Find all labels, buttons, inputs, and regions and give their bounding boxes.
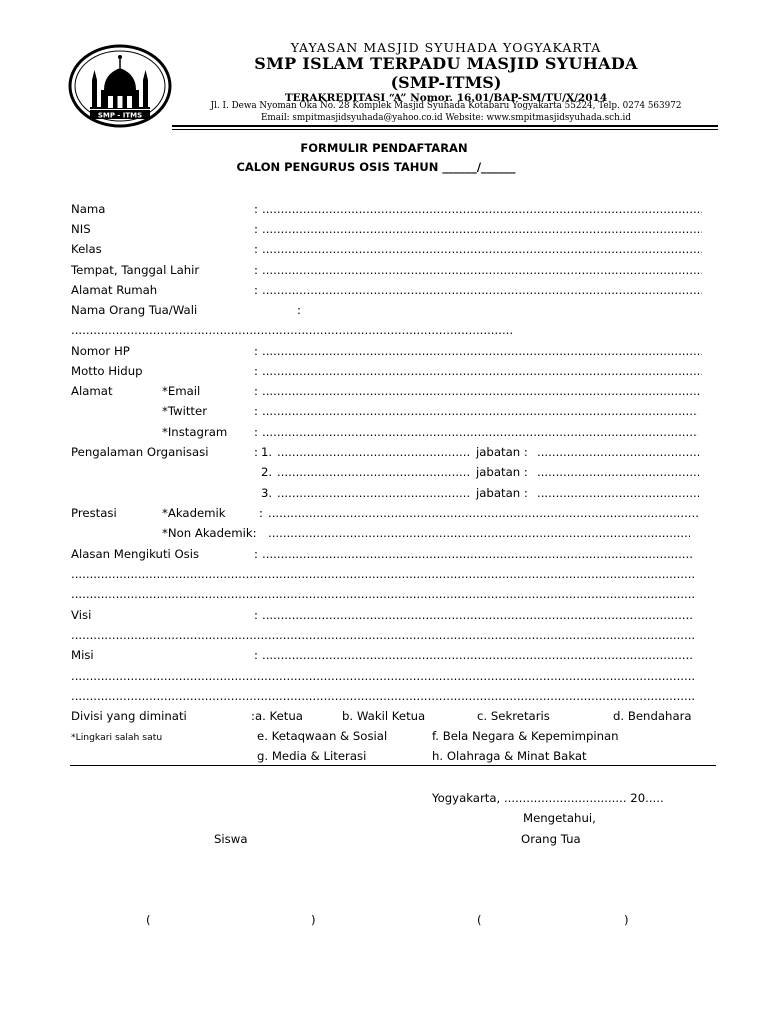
siswa-sign-close: ) xyxy=(311,913,316,927)
label-alasan: Alasan Mengikuti Osis xyxy=(71,547,200,561)
number-2: 2. xyxy=(261,465,273,479)
accreditation: TERAKREDITASI “A” Nomor. 16.01/BAP-SM/TU/X/2014 xyxy=(284,92,608,104)
colon: : xyxy=(254,263,258,277)
divisi-option-sekretaris[interactable]: c. Sekretaris xyxy=(477,709,550,723)
label-misi: Misi xyxy=(71,648,94,662)
divisi-option-wakil-ketua[interactable]: b. Wakil Ketua xyxy=(342,709,426,723)
label-akademik: *Akademik xyxy=(162,506,226,520)
field-twitter[interactable] xyxy=(262,404,698,418)
letterhead-rule-thin xyxy=(172,129,718,130)
divisi-option-ketaqwaan[interactable]: e. Ketaqwaan & Sosial xyxy=(257,729,388,743)
label-nama: Nama xyxy=(71,202,106,216)
colon: : xyxy=(254,445,258,459)
field-misi-2[interactable] xyxy=(71,669,695,683)
colon: : xyxy=(254,283,258,297)
field-jabatan-1[interactable] xyxy=(537,445,699,459)
colon: : xyxy=(254,202,258,216)
colon: : xyxy=(254,222,258,236)
field-organisasi-1[interactable] xyxy=(277,445,471,459)
label-instagram: *Instagram xyxy=(162,425,228,439)
colon: : xyxy=(259,506,263,520)
field-ortu[interactable] xyxy=(71,323,513,337)
field-nama[interactable] xyxy=(262,202,702,216)
label-kelas: Kelas xyxy=(71,242,102,256)
colon: : xyxy=(254,648,258,662)
field-alamat-rumah[interactable] xyxy=(262,283,702,297)
divisi-option-ketua[interactable]: :a. Ketua xyxy=(251,709,303,723)
field-misi-1[interactable] xyxy=(262,648,694,662)
siswa-sign-open: ( xyxy=(146,913,151,927)
divisi-option-bela-negara[interactable]: f. Bela Negara & Kepemimpinan xyxy=(432,729,619,743)
school-logo xyxy=(68,44,172,128)
field-visi-2[interactable] xyxy=(71,628,695,642)
colon: : xyxy=(254,242,258,256)
label-visi: Visi xyxy=(71,608,92,622)
label-ortu: Nama Orang Tua/Wali xyxy=(71,303,198,317)
label-prestasi: Prestasi xyxy=(71,506,117,520)
label-alamat-rumah: Alamat Rumah xyxy=(71,283,158,297)
orang-tua-label: Orang Tua xyxy=(521,832,581,846)
label-ttl: Tempat, Tanggal Lahir xyxy=(71,263,200,277)
colon: : xyxy=(254,404,258,418)
label-email: *Email xyxy=(162,384,201,398)
school-address: Jl. I. Dewa Nyoman Oka No. 28 Komplek Masjid Syuhada Kotabaru Yogyakarta 55224, Telp. 0274 563972 xyxy=(210,101,682,111)
divisi-note: *Lingkari salah satu xyxy=(71,732,163,743)
field-non-akademik[interactable] xyxy=(268,526,690,540)
field-jabatan-3[interactable] xyxy=(537,486,699,500)
form-subtitle: CALON PENGURUS OSIS TAHUN ______/______ xyxy=(236,160,516,174)
label-twitter: *Twitter xyxy=(162,404,208,418)
letterhead-rule-thick xyxy=(172,125,718,127)
label-hp: Nomor HP xyxy=(71,344,130,358)
field-alasan-2[interactable] xyxy=(71,567,695,581)
number-1: 1. xyxy=(261,445,273,459)
place-date: Yogyakarta, ................................. 20..... xyxy=(432,791,664,805)
field-organisasi-2[interactable] xyxy=(277,465,471,479)
label-jabatan: jabatan : xyxy=(476,465,528,479)
section-divider xyxy=(70,765,716,766)
foundation-name: YAYASAN MASJID SYUHADA YOGYAKARTA xyxy=(290,40,602,55)
field-organisasi-3[interactable] xyxy=(277,486,471,500)
siswa-label: Siswa xyxy=(214,832,248,846)
colon: : xyxy=(254,364,258,378)
field-alasan-3[interactable] xyxy=(71,587,695,601)
colon: : xyxy=(254,547,258,561)
colon: : xyxy=(254,344,258,358)
ortu-sign-open: ( xyxy=(477,913,482,927)
field-jabatan-2[interactable] xyxy=(537,465,699,479)
field-instagram[interactable] xyxy=(262,425,698,439)
school-contact: Email: smpitmasjidsyuhada@yahoo.co.id Website: www.smpitmasjidsyuhada.sch.id xyxy=(261,113,631,123)
number-3: 3. xyxy=(261,486,273,500)
field-visi-1[interactable] xyxy=(262,608,694,622)
logo-text: SMP - ITMS xyxy=(97,111,143,120)
colon: : xyxy=(254,608,258,622)
field-ttl[interactable] xyxy=(262,263,702,277)
label-nis: NIS xyxy=(71,222,91,236)
colon: : xyxy=(297,303,301,317)
field-email[interactable] xyxy=(262,384,700,398)
field-misi-3[interactable] xyxy=(71,689,695,703)
label-jabatan: jabatan : xyxy=(476,445,528,459)
colon: : xyxy=(254,425,258,439)
label-divisi: Divisi yang diminati xyxy=(71,709,187,723)
label-jabatan: jabatan : xyxy=(476,486,528,500)
label-pengalaman: Pengalaman Organisasi xyxy=(71,445,209,459)
field-motto[interactable] xyxy=(262,364,702,378)
divisi-option-olahraga[interactable]: h. Olahraga & Minat Bakat xyxy=(432,749,587,763)
label-non-akademik: *Non Akademik: xyxy=(162,526,257,540)
form-title: FORMULIR PENDAFTARAN xyxy=(300,141,468,155)
divisi-option-media[interactable]: g. Media & Literasi xyxy=(257,749,367,763)
label-motto: Motto Hidup xyxy=(71,364,143,378)
field-akademik[interactable] xyxy=(268,506,699,520)
field-kelas[interactable] xyxy=(262,242,702,256)
field-nis[interactable] xyxy=(262,222,702,236)
school-name: SMP ISLAM TERPADU MASJID SYUHADA xyxy=(254,54,638,73)
field-alasan-1[interactable] xyxy=(262,547,694,561)
school-short-name: (SMP-ITMS) xyxy=(390,73,502,92)
label-alamat: Alamat xyxy=(71,384,113,398)
divisi-option-bendahara[interactable]: d. Bendahara xyxy=(613,709,692,723)
colon: : xyxy=(254,384,258,398)
ortu-sign-close: ) xyxy=(624,913,629,927)
field-hp[interactable] xyxy=(262,344,702,358)
mengetahui-label: Mengetahui, xyxy=(523,811,596,825)
